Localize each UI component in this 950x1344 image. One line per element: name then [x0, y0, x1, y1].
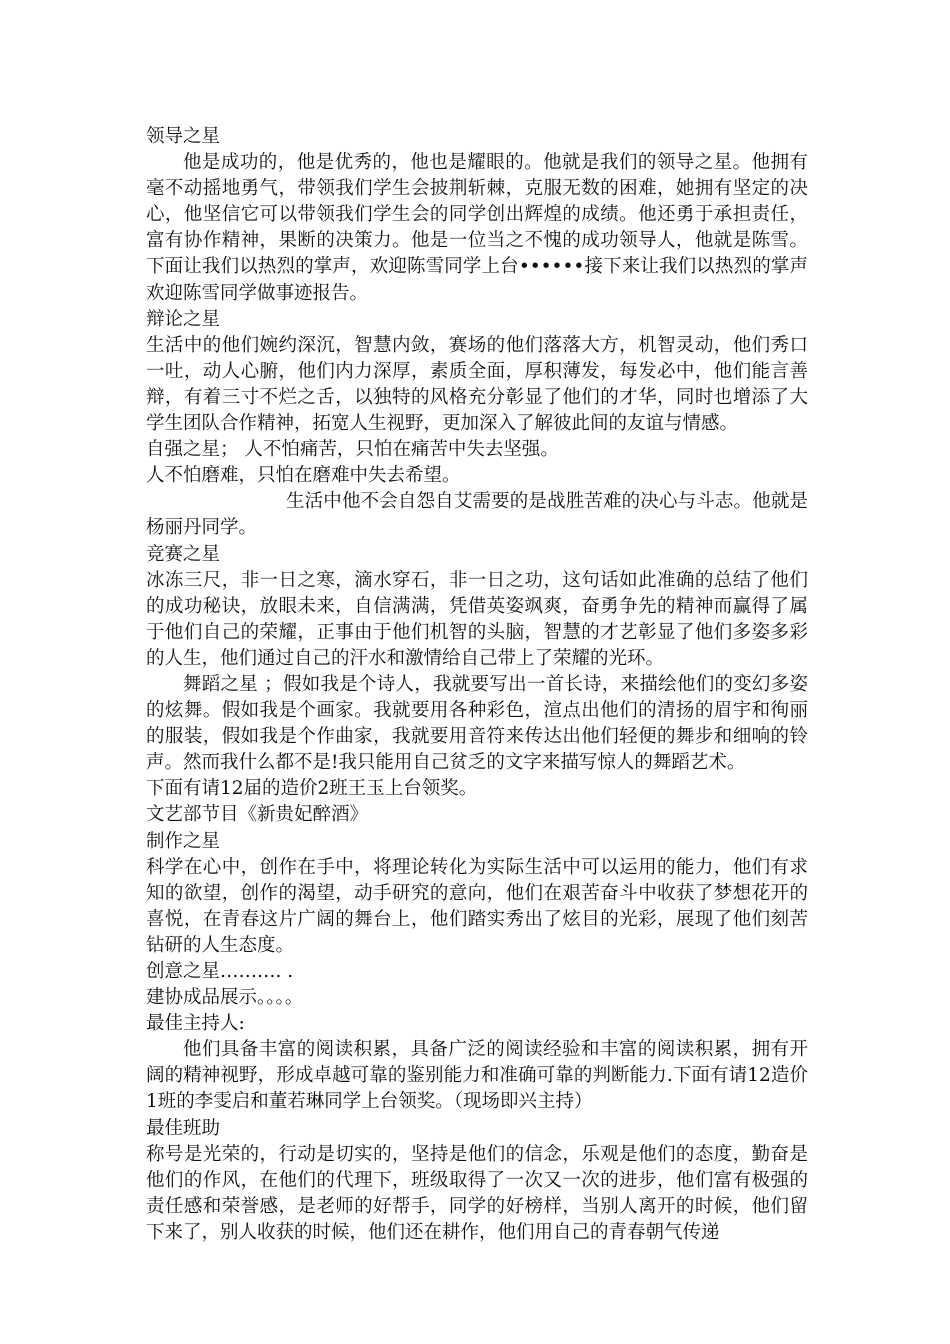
contest-star-heading: 竞赛之星: [146, 543, 221, 565]
build-show-line: 建协成品展示。。。。: [146, 987, 304, 1009]
best-assistant-heading: 最佳班助: [146, 1117, 221, 1139]
best-host-paragraph: 他们具备丰富的阅读积累，具备广泛的阅读经验和丰富的阅读积累，拥有开阔的精神视野，形成卓越可靠的鉴别能力和准确可靠的判断能力.下面有请12造价1班的李雯启和董若琳同学上台领奖。（现场即兴主持）: [146, 1039, 808, 1113]
dance-star-paragraph: 舞蹈之星 ；假如我是个诗人，我就要写出一首长诗，来描绘他们的变幻多姿的炫舞。假如我是个画家。我就要用各种彩色，渲点出他们的清扬的眉宇和徇丽的服装，假如我是个作曲家，我就要用音符来传达出他们轻便的舞步和细响的铃声。然而我什么都不是!我只能用自己贫乏的文字来描写惊人的舞蹈艺术。: [146, 673, 808, 774]
self-strong-star-line-1: 自强之星； 人不怕痛苦，只怕在痛苦中失去坚强。: [146, 439, 559, 461]
leader-star-heading: 领导之星: [146, 126, 221, 147]
award-announcement-wang: 下面有请12届的造价2班王玉上台领奖。: [146, 778, 478, 800]
self-strong-star-line-3: 生活中他不会自怨自艾需要的是战胜苦难的决心与斗志。他就是杨丽丹同学。: [146, 491, 808, 539]
make-star-heading: 制作之星: [146, 830, 221, 852]
program-line: 文艺部节目《新贵妃醉酒》: [146, 804, 369, 826]
debate-star-paragraph: 生活中的他们婉约深沉，智慧内敛，赛场的他们落落大方，机智灵动，他们秀口一吐，动人心腑，他们内力深厚，素质全面，厚积薄发，每发必中，他们能言善辩，有着三寸不烂之舌，以独特的风格充分彰显了他们的才华，同时也增添了大学生团队合作精神，拓宽人生视野，更加深入了解彼此间的友谊与情感。: [146, 334, 808, 435]
best-assistant-paragraph: 称号是光荣的，行动是切实的，坚持是他们的信念，乐观是他们的态度，勤奋是他们的作风，在他们的代理下，班级取得了一次又一次的进步，他们富有极强的责任感和荣誉感，是老师的好帮手，同学的好榜样，当别人离开的时候，他们留下来了，别人收获的时候，他们还在耕作，他们用自己的青春朝气传递: [146, 1143, 808, 1243]
make-star-paragraph: 科学在心中，创作在手中，将理论转化为实际生活中可以运用的能力，他们有求知的欲望，创作的渴望，动手研究的意向，他们在艰苦奋斗中收获了梦想花开的喜悦，在青春这片广阔的舞台上，他们踏实秀出了炫目的光彩，展现了他们刻苦钻研的人生态度。: [146, 856, 808, 956]
contest-star-paragraph: 冰冻三尺，非一日之寒，滴水穿石，非一日之功，这句话如此准确的总结了他们的成功秘诀，放眼未来，自信满满，凭借英姿飒爽，奋勇争先的精神而赢得了属于他们自己的荣耀，正事由于他们机智的头脑，智慧的才艺彰显了他们多姿多彩的人生，他们通过自己的汗水和激情给自己带上了荣耀的光环。: [146, 569, 808, 669]
self-strong-star-line-2: 人不怕磨难，只怕在磨难中失去希望。: [146, 465, 461, 487]
best-host-heading: 最佳主持人:: [146, 1013, 245, 1035]
debate-star-heading: 辩论之星: [146, 308, 221, 330]
document-page: [146, 124, 808, 1246]
idea-star-heading: 创意之星………. .: [146, 961, 294, 982]
leader-star-paragraph: 他是成功的，他是优秀的，他也是耀眼的。他就是我们的领导之星。他拥有毫不动摇地勇气，带领我们学生会披荆斩棘，克服无数的困难，她拥有坚定的决心，他坚信它可以带领我们学生会的同学创出辉煌的成绩。他还勇于承担责任，富有协作精神，果断的决策力。他是一位当之不愧的成功领导人，他就是陈雪。下面让我们以热烈的掌声，欢迎陈雪同学上台••••••接下来让我们以热烈的掌声欢迎陈雪同学做事迹报告。: [146, 152, 808, 304]
